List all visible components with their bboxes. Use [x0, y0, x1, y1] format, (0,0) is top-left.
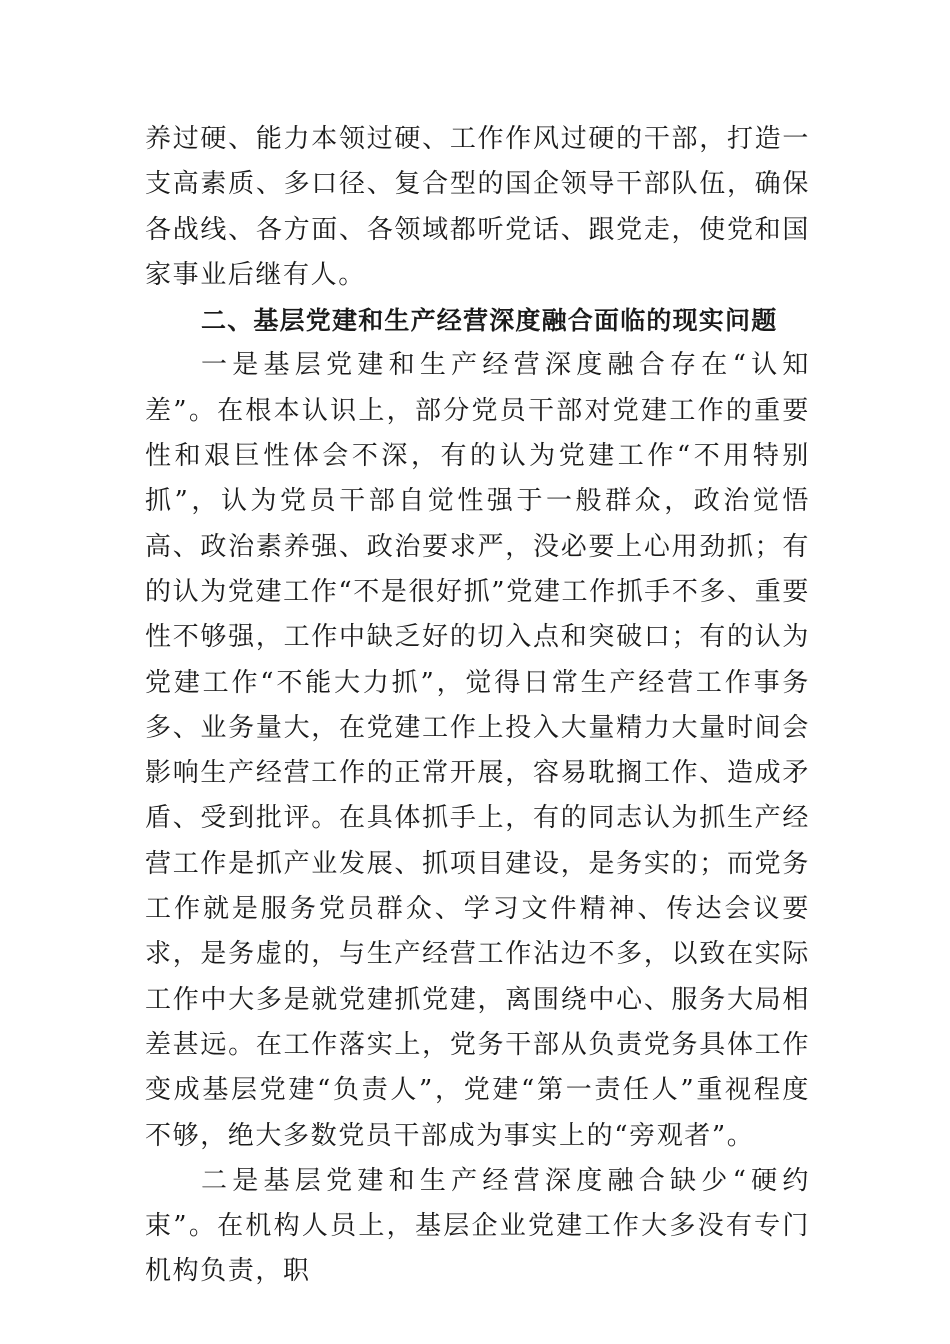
paragraph-continued: 养过硬、能力本领过硬、工作作风过硬的干部，打造一支高素质、多口径、复合型的国企领导干部队伍，确保各战线、各方面、各领域都听党话、跟党走，使党和国家事业后继有人。 [145, 124, 810, 290]
section-heading: 二、基层党建和生产经营深度融合面临的现实问题 [201, 306, 778, 336]
paragraph-hard-constraint: 二是基层党建和生产经营深度融合缺少“硬约束”。在机构人员上，基层企业党建工作大多没有专门机构负责，职 [145, 1165, 810, 1287]
paragraph-cognition-gap: 一是基层党建和生产经营深度融合存在“认知差”。在根本认识上，部分党员干部对党建工作的重要性和艰巨性体会不深，有的认为党建工作“不用特别抓”，认为党员干部自觉性强于一般群众，政治觉悟高、政治素养强、政治要求严，没必要上心用劲抓；有的认为党建工作“不是很好抓”党建工作抓手不多、重要性不够强，工作中缺乏好的切入点和突破口；有的认为党建工作“不能大力抓”，觉得日常生产经营工作事务多、业务量大，在党建工作上投入大量精力大量时间会影响生产经营工作的正常开展，容易耽搁工作、造成矛盾、受到批评。在具体抓手上，有的同志认为抓生产经营工作是抓产业发展、抓项目建设，是务实的；而党务工作就是服务党员群众、学习文件精神、传达会议要求，是务虚的，与生产经营工作沾边不多，以致在实际工作中大多是就党建抓党建，离围绕中心、服务大局相差甚远。在工作落实上，党务干部从负责党务具体工作变成基层党建“负责人”，党建“第一责任人”重视程度不够，绝大多数党员干部成为事实上的“旁观者”。 [145, 350, 810, 1151]
document-body [145, 117, 810, 1295]
